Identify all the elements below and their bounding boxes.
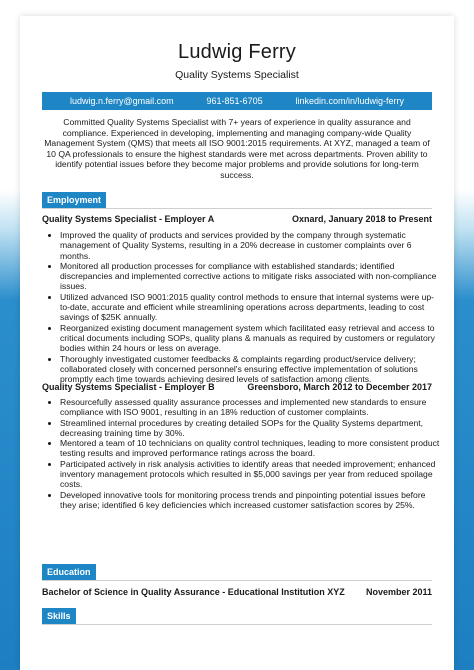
employment-section-title: Employment [42,192,106,208]
job-header [42,382,432,392]
candidate-name: Ludwig Ferry [178,41,296,63]
employment-section-header [42,192,432,209]
summary-paragraph: Committed Quality Systems Specialist with 7+ years of experience in quality assurance and compliance. Experienced in developing, implementing and managing company-wide Quality Management System (QMS) that meets all ISO 9001:2015 requirements. At XYZ, managed a team of 10 QA professionals to ensure the highest standards were met across departments. Proven ability to identify potential issues before they become major problems and provide solutions for long-term success. [44,117,430,180]
job-role: Quality Systems Specialist - Employer B [42,382,215,392]
education-row [42,587,432,597]
job-bullet: • Improved the quality of products and services provided by the company through systematic management of Quality Systems, resulting in a 20% decrease in customer complaints over 6 months. [60,230,440,261]
job-bullets [42,230,440,384]
skills-section-title: Skills [42,608,76,624]
education-degree: Bachelor of Science in Quality Assurance - Educational Institution XYZ [42,587,345,597]
resume-page [20,16,454,670]
contact-bar [42,92,432,110]
phone-text: 961-851-6705 [206,96,263,106]
job-bullets [42,397,440,510]
job-location-dates: Greensboro, March 2012 to December 2017 [247,382,432,392]
job-role: Quality Systems Specialist - Employer A [42,214,215,224]
education-section-title: Education [42,564,96,580]
email-link[interactable]: ludwig.n.ferry@gmail.com [70,96,174,106]
job-header [42,214,432,224]
job-bullet: • Monitored all production processes for compliance with established standards; identified discrepancies and implemented corrective actions to mitigate risks associated with non-compliance issues. [60,261,440,292]
education-section-header [42,564,432,581]
education-date: November 2011 [365,587,432,597]
job-bullet: • Streamlined internal procedures by creating detailed SOPs for the Quality Systems department, decreasing training time by 30%. [60,418,440,439]
candidate-title: Quality Systems Specialist [175,69,299,81]
job-bullet: • Utilized advanced ISO 9001:2015 quality control methods to ensure that internal systems were up-to-date, accurate and efficient while streamlining operations across departments, leading to cost savings of $25K annually. [60,292,440,323]
linkedin-link[interactable]: linkedin.com/in/ludwig-ferry [295,96,404,106]
skills-section-header [42,608,432,625]
job-bullet: • Reorganized existing document management system which facilitated easy retrieval and access to critical documents including SOPs, quality plans & manuals as required by customers or regulatory bodies within 24 hours or less on average. [60,323,440,354]
job-bullet: • Thoroughly investigated customer feedbacks & complaints regarding product/service delivery; collaborated closely with concerned personnel's ensuring effective implementation of solutions promptly each time towards achieving desired levels of satisfaction among clients. [60,354,440,385]
job-bullet: • Mentored a team of 10 technicians on quality control techniques, leading to more consistent product testing results and improved performance ratings across the board. [60,438,440,459]
job-bullet: • Resourcefully assessed quality assurance processes and implemented new standards to ensure compliance with ISO 9001, resulting in an 18% reduction of customer complaints. [60,397,440,418]
job-bullet: • Developed innovative tools for monitoring process trends and pinpointing potential issues before they arise; identified 6 key deficiencies which increased customer satisfaction scores by 25%. [60,490,440,511]
job-location-dates: Oxnard, January 2018 to Present [291,214,432,224]
job-bullet: • Participated actively in risk analysis activities to identify areas that needed improvement; enhanced inventory management protocols which resulted in $5,000 savings per year from reduced spoilage costs. [60,459,440,490]
